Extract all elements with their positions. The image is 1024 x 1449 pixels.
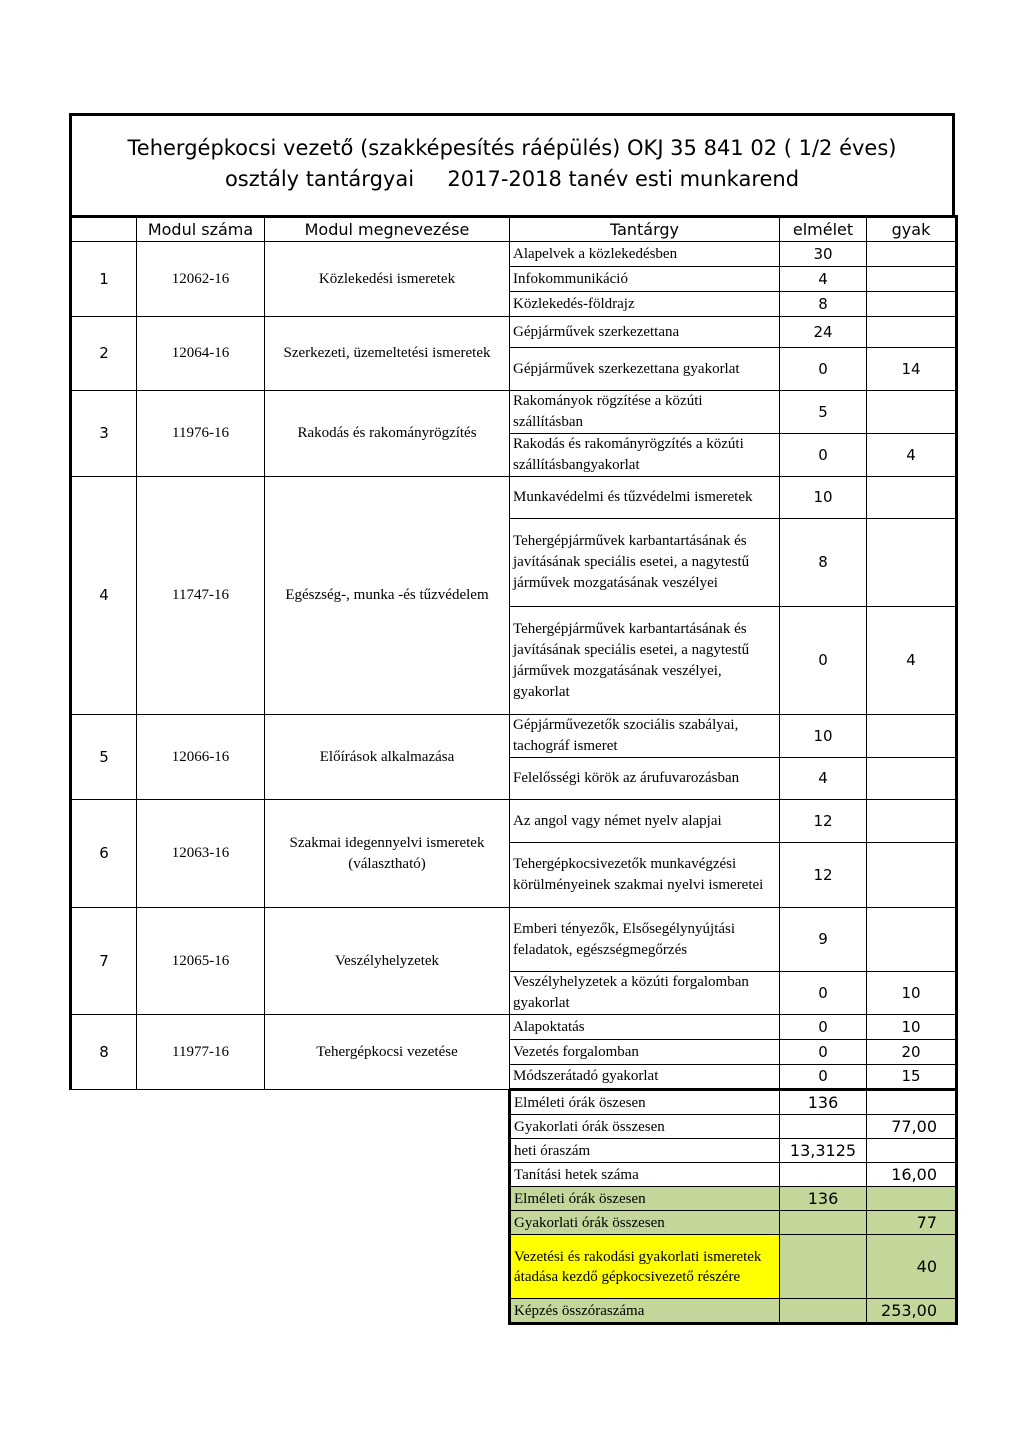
summary-elmelet: [780, 1299, 867, 1324]
summary-gyak: 77: [867, 1211, 957, 1235]
subject-elmelet: 4: [780, 267, 867, 292]
module-code: 12066-16: [137, 715, 265, 800]
subject-name: Gépjárművezetők szociális szabályai, tachográf ismeret: [510, 715, 780, 758]
subject-gyak: 4: [867, 607, 957, 715]
subject-elmelet: 0: [780, 348, 867, 391]
subject-name: Veszélyhelyzetek a közúti forgalomban gyakorlat: [510, 972, 780, 1015]
subject-gyak: [867, 800, 957, 843]
curriculum-table: [69, 215, 958, 1091]
subject-name: Infokommunikáció: [510, 267, 780, 292]
summary-elmelet: 136: [780, 1091, 867, 1115]
subject-gyak: 15: [867, 1065, 957, 1090]
summary-elmelet: 13,3125: [780, 1139, 867, 1163]
subject-elmelet: 8: [780, 519, 867, 607]
subject-gyak: [867, 908, 957, 972]
module-code: 12064-16: [137, 317, 265, 391]
module-code: 11976-16: [137, 391, 265, 477]
summary-label: heti óraszám: [510, 1139, 780, 1163]
subject-elmelet: 0: [780, 434, 867, 477]
subject-gyak: 10: [867, 972, 957, 1015]
module-name: Tehergépkocsi vezetése: [265, 1015, 510, 1090]
module-name: Szerkezeti, üzemeltetési ismeretek: [265, 317, 510, 391]
summary-gyak: 253,00: [867, 1299, 957, 1324]
subject-gyak: [867, 242, 957, 267]
subject-name: Tehergépjárművek karbantartásának és javításának speciális esetei, a nagytestű járművek mozgatásának veszélyei, gyakorlat: [510, 607, 780, 715]
table-row: [71, 317, 957, 348]
header-modul-szama: Modul száma: [137, 217, 265, 242]
subject-elmelet: 0: [780, 1065, 867, 1090]
title-line-2: osztály tantárgyai 2017-2018 tanév esti munkarend: [224, 167, 800, 191]
module-name: Rakodás és rakományrögzítés: [265, 391, 510, 477]
summary-row: [510, 1299, 957, 1324]
summary-label: Gyakorlati órák összesen: [510, 1211, 780, 1235]
module-index: 1: [71, 242, 137, 317]
table-row: [71, 1015, 957, 1040]
module-name: Előírások alkalmazása: [265, 715, 510, 800]
subject-gyak: 4: [867, 434, 957, 477]
module-index: 2: [71, 317, 137, 391]
subject-name: Alapoktatás: [510, 1015, 780, 1040]
subject-gyak: [867, 843, 957, 908]
header-modul-megnevezese: Modul megnevezése: [265, 217, 510, 242]
table-row: [71, 715, 957, 758]
summary-elmelet: 136: [780, 1187, 867, 1211]
module-name: Egészség-, munka -és tűzvédelem: [265, 477, 510, 715]
subject-elmelet: 10: [780, 715, 867, 758]
summary-label: Elméleti órák öszesen: [510, 1187, 780, 1211]
subject-gyak: [867, 267, 957, 292]
subject-name: Módszerátadó gyakorlat: [510, 1065, 780, 1090]
table-row: [71, 800, 957, 843]
summary-gyak: [867, 1091, 957, 1115]
subject-name: Gépjárművek szerkezettana gyakorlat: [510, 348, 780, 391]
module-index: 8: [71, 1015, 137, 1090]
module-index: 3: [71, 391, 137, 477]
summary-row: [510, 1139, 957, 1163]
summary-gyak: 40: [867, 1235, 957, 1299]
subject-gyak: [867, 715, 957, 758]
header-tantargy: Tantárgy: [510, 217, 780, 242]
subject-name: Felelősségi körök az árufuvarozásban: [510, 758, 780, 800]
subject-elmelet: 0: [780, 1015, 867, 1040]
module-code: 11977-16: [137, 1015, 265, 1090]
title-line-1: Tehergépkocsi vezető (szakképesítés ráépülés) OKJ 35 841 02 ( 1/2 éves): [127, 136, 897, 160]
table-header: [71, 217, 957, 242]
subject-elmelet: 4: [780, 758, 867, 800]
subject-gyak: [867, 758, 957, 800]
summary-elmelet: [780, 1163, 867, 1187]
subject-elmelet: 24: [780, 317, 867, 348]
subject-gyak: [867, 391, 957, 434]
subject-elmelet: 0: [780, 607, 867, 715]
subject-gyak: 10: [867, 1015, 957, 1040]
subject-name: Vezetés forgalomban: [510, 1040, 780, 1065]
summary-label: Elméleti órák öszesen: [510, 1091, 780, 1115]
summary-label: Képzés összóraszáma: [510, 1299, 780, 1324]
module-index: 6: [71, 800, 137, 908]
subject-gyak: 20: [867, 1040, 957, 1065]
table-row: [71, 242, 957, 267]
header-blank: [71, 217, 137, 242]
module-name: Közlekedési ismeretek: [265, 242, 510, 317]
subject-name: Emberi tényezők, Elsősegélynyújtási feladatok, egészségmegőrzés: [510, 908, 780, 972]
summary-label: Vezetési és rakodási gyakorlati ismeretek átadása kezdő gépkocsivezető részére: [510, 1235, 780, 1299]
subject-name: Tehergépjárművek karbantartásának és javításának speciális esetei, a nagytestű járművek mozgatásának veszélyei: [510, 519, 780, 607]
summary-row: [510, 1211, 957, 1235]
module-code: 12063-16: [137, 800, 265, 908]
subject-name: Rakodás és rakományrögzítés a közúti szállításbangyakorlat: [510, 434, 780, 477]
subject-elmelet: 5: [780, 391, 867, 434]
subject-elmelet: 0: [780, 1040, 867, 1065]
subject-elmelet: 10: [780, 477, 867, 519]
subject-elmelet: 9: [780, 908, 867, 972]
subject-name: Közlekedés-földrajz: [510, 292, 780, 317]
subject-name: Gépjárművek szerkezettana: [510, 317, 780, 348]
summary-label: Gyakorlati órák összesen: [510, 1115, 780, 1139]
subject-name: Az angol vagy német nyelv alapjai: [510, 800, 780, 843]
summary-row: [510, 1115, 957, 1139]
subject-name: Tehergépkocsivezetők munkavégzési körülményeinek szakmai nyelvi ismeretei: [510, 843, 780, 908]
subject-elmelet: 30: [780, 242, 867, 267]
subject-name: Rakományok rögzítése a közúti szállításban: [510, 391, 780, 434]
module-index: 5: [71, 715, 137, 800]
subject-gyak: [867, 519, 957, 607]
subject-gyak: [867, 292, 957, 317]
summary-table: [508, 1090, 958, 1325]
subject-elmelet: 0: [780, 972, 867, 1015]
subject-name: Munkavédelmi és tűzvédelmi ismeretek: [510, 477, 780, 519]
summary-elmelet: [780, 1115, 867, 1139]
page-title: [69, 133, 955, 195]
table-row: [71, 391, 957, 434]
module-index: 4: [71, 477, 137, 715]
summary-row: [510, 1091, 957, 1115]
module-index: 7: [71, 908, 137, 1015]
summary-gyak: 77,00: [867, 1115, 957, 1139]
table-row: [71, 477, 957, 519]
summary-gyak: [867, 1187, 957, 1211]
subject-gyak: [867, 477, 957, 519]
subject-name: Alapelvek a közlekedésben: [510, 242, 780, 267]
subject-elmelet: 12: [780, 843, 867, 908]
module-code: 11747-16: [137, 477, 265, 715]
module-code: 12065-16: [137, 908, 265, 1015]
table-row: [71, 908, 957, 972]
header-elmelet: elmélet: [780, 217, 867, 242]
subject-elmelet: 12: [780, 800, 867, 843]
summary-gyak: 16,00: [867, 1163, 957, 1187]
subject-gyak: [867, 317, 957, 348]
subject-elmelet: 8: [780, 292, 867, 317]
summary-gyak: [867, 1139, 957, 1163]
summary-label: Tanítási hetek száma: [510, 1163, 780, 1187]
summary-row: [510, 1187, 957, 1211]
module-name: Veszélyhelyzetek: [265, 908, 510, 1015]
summary-elmelet: [780, 1211, 867, 1235]
subject-gyak: 14: [867, 348, 957, 391]
summary-row: [510, 1163, 957, 1187]
module-code: 12062-16: [137, 242, 265, 317]
header-gyak: gyak: [867, 217, 957, 242]
summary-elmelet: [780, 1235, 867, 1299]
summary-row: [510, 1235, 957, 1299]
module-name: Szakmai idegennyelvi ismeretek (választható): [265, 800, 510, 908]
